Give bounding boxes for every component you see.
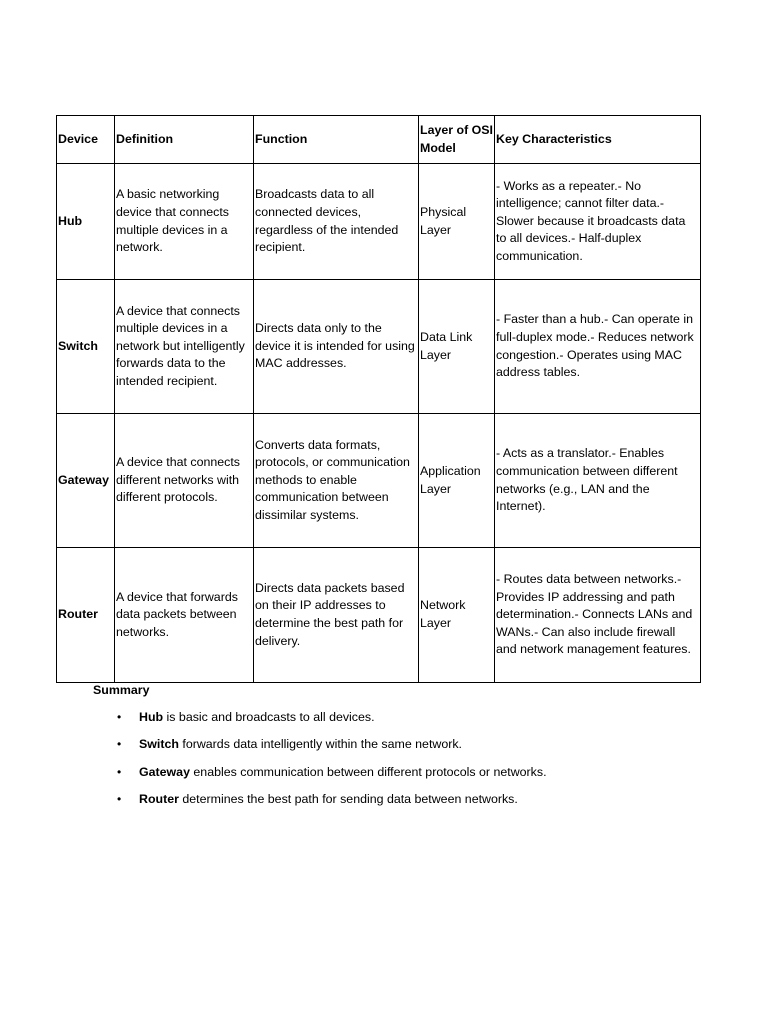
network-devices-table	[56, 115, 701, 683]
cell-key-characteristics: - Works as a repeater.- No intelligence; cannot filter data.- Slower because it broadcasts data to all devices.- Half-duplex communication.	[495, 164, 701, 280]
bullet-icon: •	[117, 791, 122, 806]
cell-function: Directs data only to the device it is intended for using MAC addresses.	[254, 280, 419, 414]
summary-list	[110, 709, 739, 818]
summary-term: Hub	[139, 710, 164, 724]
cell-device: Router	[57, 548, 115, 683]
header-osi-layer: Layer of OSI Model	[419, 116, 495, 164]
cell-osi-layer: Physical Layer	[419, 164, 495, 280]
list-item	[117, 764, 739, 791]
bullet-icon: •	[117, 764, 122, 779]
summary-term: Switch	[139, 737, 179, 752]
cell-key-characteristics: - Faster than a hub.- Can operate in full-duplex mode.- Reduces network congestion.- Operates using MAC address tables.	[495, 280, 701, 414]
cell-function: Directs data packets based on their IP addresses to determine the best path for delivery.	[254, 548, 419, 683]
cell-function: Converts data formats, protocols, or communication methods to enable communication between dissimilar systems.	[254, 414, 419, 548]
table-row	[57, 280, 701, 414]
table-header-row	[57, 116, 701, 164]
list-item	[117, 709, 739, 736]
cell-function: Broadcasts data to all connected devices, regardless of the intended recipient.	[254, 164, 419, 280]
cell-osi-layer: Data Link Layer	[419, 280, 495, 414]
header-key-characteristics: Key Characteristics	[495, 116, 701, 164]
header-function: Function	[254, 116, 419, 164]
cell-definition: A device that forwards data packets between networks.	[115, 548, 254, 683]
cell-osi-layer: Application Layer	[419, 414, 495, 548]
summary-heading: Summary	[93, 683, 150, 697]
summary-text: forwards data intelligently within the same network.	[178, 737, 462, 752]
bullet-icon: •	[117, 737, 122, 752]
cell-device: Switch	[57, 280, 115, 414]
table-row	[57, 414, 701, 548]
list-item	[117, 736, 739, 763]
bullet-icon: •	[117, 710, 122, 724]
summary-term: Gateway	[139, 764, 190, 779]
cell-osi-layer: Network Layer	[419, 548, 495, 683]
cell-definition: A device that connects different networks with different protocols.	[115, 414, 254, 548]
cell-definition: A basic networking device that connects multiple devices in a network.	[115, 164, 254, 280]
cell-device: Gateway	[57, 414, 115, 548]
cell-definition: A device that connects multiple devices in a network but intelligently forwards data to the intended recipient.	[115, 280, 254, 414]
cell-key-characteristics: - Acts as a translator.- Enables communication between different networks (e.g., LAN and the Internet).	[495, 414, 701, 548]
cell-device: Hub	[57, 164, 115, 280]
header-definition: Definition	[115, 116, 254, 164]
summary-term: Router	[139, 791, 179, 806]
header-device: Device	[57, 116, 115, 164]
table-row	[57, 164, 701, 280]
cell-key-characteristics: - Routes data between networks.- Provides IP addressing and path determination.- Connects LANs and WANs.- Can also include firewall and network management features.	[495, 548, 701, 683]
table-row	[57, 548, 701, 683]
summary-text: determines the best path for sending data between networks.	[178, 791, 518, 806]
summary-text: enables communication between different protocols or networks.	[189, 764, 547, 779]
summary-text: is basic and broadcasts to all devices.	[163, 710, 375, 724]
list-item	[117, 791, 739, 818]
